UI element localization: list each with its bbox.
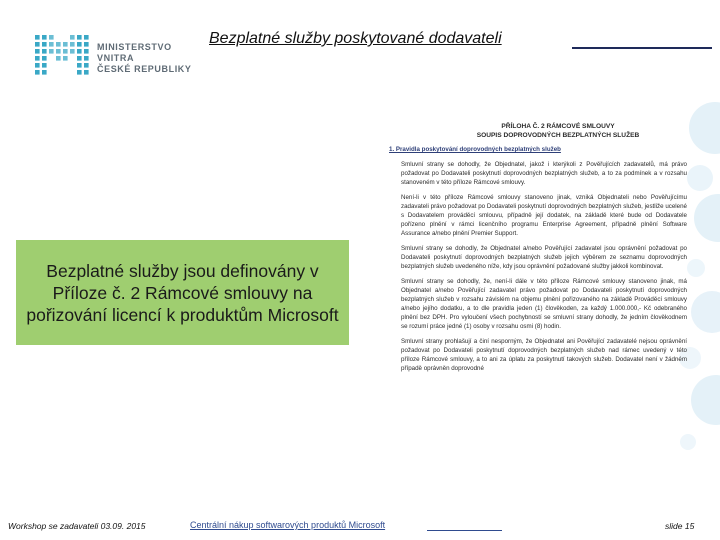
logo-dot (42, 35, 47, 40)
document-heading-line-1: PŘÍLOHA Č. 2 RÁMCOVÉ SMLOUVY (501, 123, 615, 130)
logo-dot (63, 56, 68, 61)
document-paragraph: Smluvní strany se dohodly, že, není-li dále v této příloze Rámcové smlouvy stanoveno jinak, má Objednatel a/nebo Pověřující zadavatel právo požadovat po Dodavateli poskytnutí doprovodných bezplatných služeb v rozsahu závislém na objemu plnění pořizovaného na základě Prováděcí smlouvy a/nebo jejího dodatku, a to dle pravidla jeden (1) člověkoden, za každý 1.000.000,- Kč odebraného plnění bez DPH. Pro vyloučení všech pochybností se smluvní strany dohodly, že jedním člověkodnem se rozumí práce jedné (1) osoby v rozsahu osmi (8) hodin. (401, 278, 687, 330)
document-section-title: 1. Pravidla poskytování doprovodných bezplatných služeb (389, 146, 561, 153)
logo-dot (77, 49, 82, 54)
logo-dot (35, 56, 40, 61)
logo-dot (84, 63, 89, 68)
logo-dot (56, 49, 61, 54)
contract-excerpt (389, 122, 687, 456)
footer-project-link[interactable]: Centrální nákup softwarových produktů Microsoft (190, 520, 386, 530)
logo-dot (63, 42, 68, 47)
logo-dot (49, 49, 54, 54)
logo-dot (84, 56, 89, 61)
logo-dot (84, 70, 89, 75)
document-paragraph: Smluvní strany se dohodly, že Objednatel a/nebo Pověřující zadavatel jsou oprávnění požadovat po Dodavateli poskytnutí doprovodných bezplatných služeb jejich výběrem ze seznamu doprovodných bezplatných služeb uvedeného níže, kdy jsou oprávnění požadované služby jakkoli kombinovat. (401, 245, 687, 270)
logo-dot (35, 63, 40, 68)
logo-dot (77, 63, 82, 68)
logo-dot (49, 35, 54, 40)
document-heading (389, 122, 687, 140)
logo-dot (42, 63, 47, 68)
logo-dot (56, 56, 61, 61)
logo-line-2: ČESKÉ REPUBLIKY (97, 64, 192, 74)
callout-box (16, 240, 349, 345)
logo-dot (35, 42, 40, 47)
logo-dot (42, 56, 47, 61)
logo-dot (49, 42, 54, 47)
logo-dot (56, 42, 61, 47)
logo-dot (84, 35, 89, 40)
logo-dot (42, 70, 47, 75)
footer-rule (427, 530, 502, 531)
document-paragraph: Není-li v této příloze Rámcové smlouvy stanoveno jinak, vzniká Objednateli nebo Pověřujícímu zadavateli právo požadovat po Dodavateli poskytnutí doprovodných bezplatných služeb, jestliže ucelené s Dodavatelem prováděcí smlouvu, případně její dodatek, na základě které bude od Dodavatele pořízeno plnění v rámci licenčního programu Enterprise Agreement, případně plnění Software Assurance a/nebo plnění Premier Support. (401, 194, 687, 237)
ministry-logo (34, 34, 194, 78)
document-heading-line-2: SOUPIS DOPROVODNÝCH BEZPLATNÝCH SLUŽEB (476, 132, 640, 139)
logo-dot (42, 42, 47, 47)
logo-dot (77, 35, 82, 40)
logo-dot (84, 42, 89, 47)
logo-dot (42, 49, 47, 54)
title-underline-rule (572, 47, 712, 49)
logo-dot (63, 49, 68, 54)
logo-dot (77, 42, 82, 47)
footer-event-date: Workshop se zadavateli 03.09. 2015 (8, 521, 146, 531)
logo-line-1: MINISTERSTVO VNITRA (97, 42, 172, 63)
logo-dot (70, 42, 75, 47)
logo-dot (70, 49, 75, 54)
logo-dot (84, 49, 89, 54)
logo-text (97, 42, 194, 75)
logo-dot (77, 56, 82, 61)
slide-title: Bezplatné služby poskytované dodavateli (209, 30, 502, 47)
logo-dot (35, 35, 40, 40)
document-paragraph: Smluvní strany prohlašují a činí nesporným, že Objednatel ani Pověřující zadavatelé nejsou oprávnění požadovat po Dodavateli poskytnutí doprovodných bezplatných služeb nad rámec uvedený v této příloze Rámcové smlouvy, a to ani za úplatu za poskytnutí takových služeb. Dodavatel není v žádném případě oprávněn doprovodné (401, 338, 687, 372)
slide-number: slide 15 (665, 521, 695, 531)
callout-text: Bezplatné služby jsou definovány v Příloze č. 2 Rámcové smlouvy na pořizování licencí k produktům Microsoft (26, 260, 339, 325)
logo-dot (70, 35, 75, 40)
logo-emblem-icon (34, 34, 92, 78)
logo-dot (35, 70, 40, 75)
logo-dot (35, 49, 40, 54)
logo-dot (77, 70, 82, 75)
document-paragraph: Smluvní strany se dohodly, že Objednatel, jakož i kterýkoli z Pověřujících zadavatelů, má právo požadovat po Dodavateli poskytnutí doprovodných bezplatných služeb, a to za podmínek a v rozsahu stanoveném v této příloze Rámcové smlouvy. (401, 161, 687, 186)
